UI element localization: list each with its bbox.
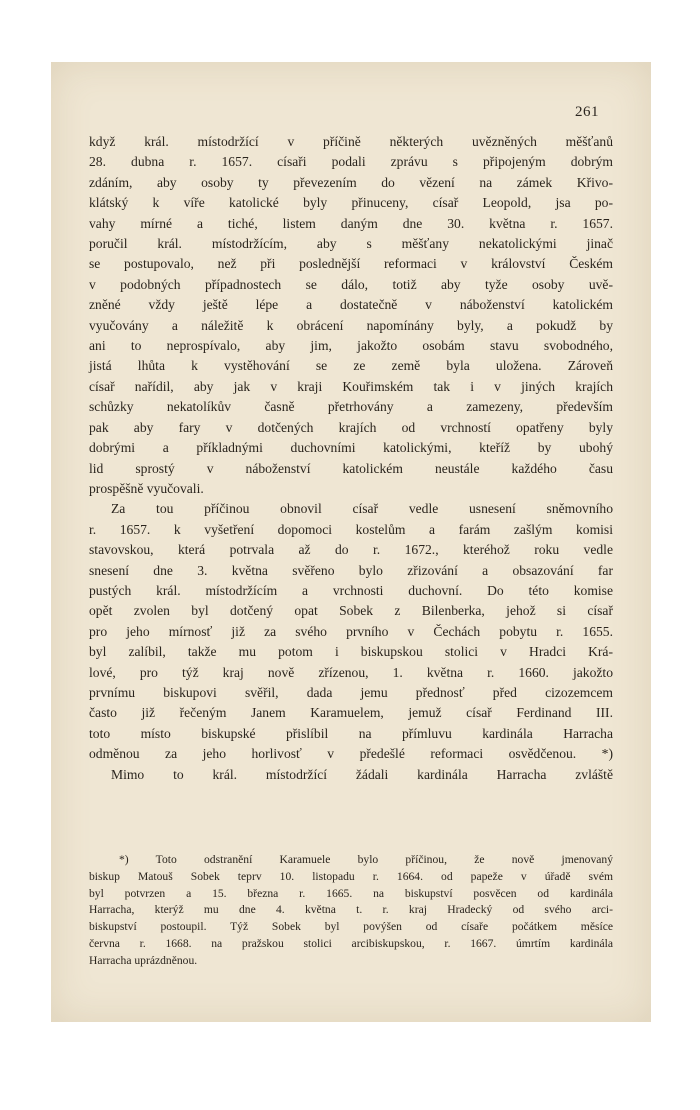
text-line: prospěšně vyučovali.	[89, 480, 204, 496]
text-line: opět zvolen byl dotčený opat Sobek z Bilenberka, jehož si císař	[89, 603, 613, 619]
text-line: císař nařídil, aby jak v kraji Kouřimském tak i v jiných krajích	[89, 378, 613, 394]
text-line: vahy mírné a tiché, listem daným dne 30. května r. 1657.	[89, 215, 613, 231]
page-number: 261	[575, 104, 599, 120]
text-line: v podobných případnostech se dálo, totiž aby tyže osoby uvě-	[89, 276, 613, 292]
main-text	[89, 132, 613, 785]
text-line: schůzky nekatolíkův časně přetrhovány a zamezeny, především	[89, 399, 613, 415]
footnote-line: června r. 1668. na pražskou stolici arcibiskupskou, r. 1667. úmrtím kardinála	[89, 936, 613, 950]
text-line: r. 1657. k vyšetření dopomoci kostelům a farám zašlým komisi	[89, 521, 613, 537]
text-line: zněné vždy ještě lépe a dostatečně v náboženství katolickém	[89, 297, 613, 313]
footnote-line: byl potvrzen a 15. března r. 1665. na biskupství posvěcen od kardinála	[89, 886, 613, 900]
text-line: odměnou za jeho horlivosť v předešlé reformaci osvědčenou. *)	[89, 746, 613, 762]
footnote	[89, 852, 613, 970]
text-line: často již řečeným Janem Karamuelem, jemuž císař Ferdinand III.	[89, 705, 613, 721]
text-line: jistá lhůta k vystěhování se ze země byla uložena. Zároveň	[89, 358, 613, 374]
footnote-line: Harracha, kterýž mu dne 4. května t. r. kraj Hradecký od svého arci-	[89, 903, 613, 917]
text-line: toto místo biskupské přislíbil na přímluvu kardinála Harracha	[89, 725, 613, 741]
text-line: ani to neprospívalo, aby jim, jakožto osobám stavu svobodného,	[89, 338, 613, 354]
text-line: pustých král. místodržícím a vrchnosti duchovní. Do této komise	[89, 582, 613, 598]
footnote-line: *) Toto odstranění Karamuele bylo příčinou, že nově jmenovaný	[119, 853, 613, 866]
text-line: pak aby fary v dotčených krajích od vrchností opatřeny byly	[89, 419, 613, 435]
text-line: lové, pro týž kraj nově zřízenou, 1. května r. 1660. jakožto	[89, 664, 613, 680]
text-line: dobrými a příkladnými duchovními katolickými, kteříž by ubohý	[89, 440, 613, 456]
text-line: zdáním, aby osoby ty převezením do vězení na zámek Křivo-	[89, 174, 613, 190]
footnote-line: biskupství postoupil. Týž Sobek byl povýšen od císaře počátkem měsíce	[89, 920, 613, 934]
footnote-line: Harracha uprázdněnou.	[89, 953, 198, 967]
text-line: poručil král. místodržícím, aby s měšťany nekatolickými jinač	[89, 236, 613, 252]
text-line: stavovskou, která potrvala až do r. 1672., kteréhož roku vedle	[89, 542, 613, 558]
text-line: byl zalíbil, takže mu potom i biskupskou stolici v Hradci Krá-	[89, 644, 613, 660]
text-line: 28. dubna r. 1657. císaři podali zprávu s připojeným dobrým	[89, 154, 613, 170]
text-line: prvnímu biskupovi svěřil, dada jemu přednosť před cizozemcem	[89, 684, 613, 700]
text-line: lid sprostý v náboženství katolickém neustále každého času	[89, 460, 613, 476]
text-line: klátský k víře katolické byly přinuceny, císař Leopold, jsa po-	[89, 195, 613, 211]
text-line: když král. místodržící v příčině některých uvězněných měšťanů	[89, 134, 613, 149]
footnote-line: biskup Matouš Sobek teprv 10. listopadu r. 1664. od papeže v úřadě svém	[89, 869, 613, 883]
text-line: se postupovalo, než při poslednější reformaci v království Českém	[89, 256, 613, 272]
text-line: Za tou příčinou obnovil císař vedle usnesení sněmovního	[111, 501, 613, 517]
text-line: Mimo to král. místodržící žádali kardinála Harracha zvláště	[111, 766, 613, 782]
text-line: pro jeho mírnosť již za svého prvního v Čechách pobytu r. 1655.	[89, 623, 613, 639]
text-line: snesení dne 3. května svěřeno bylo zřizování a obsazování far	[89, 562, 613, 578]
text-line: vyučovány a náležitě k obrácení napomínány byly, a pokudž by	[89, 317, 613, 333]
book-page	[51, 62, 651, 1022]
